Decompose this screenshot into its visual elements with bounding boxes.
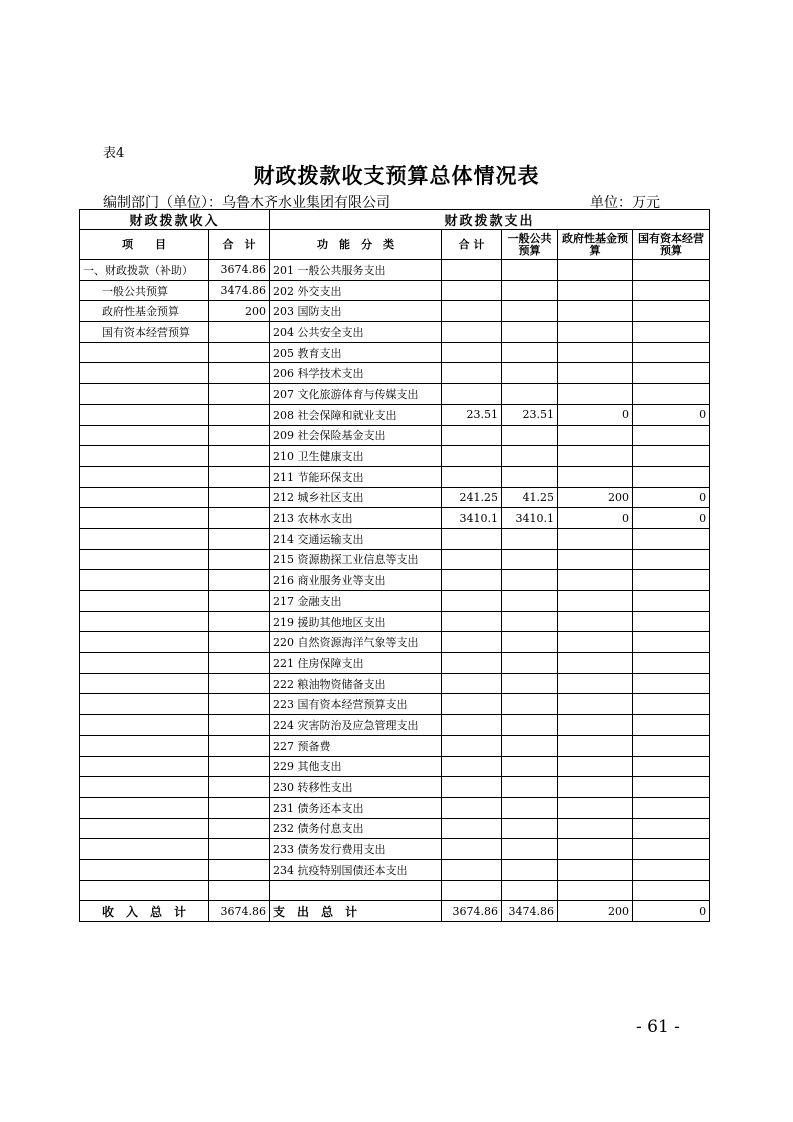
row-income [209, 322, 270, 343]
row-fund [558, 466, 633, 487]
row-item: 一、财政拨款（补助） [80, 260, 209, 281]
row-function: 217 金融支出 [270, 591, 442, 612]
row-item [80, 446, 209, 467]
header-state-capital-budget: 国有资本经营预算 [633, 230, 710, 260]
row-income [209, 839, 270, 860]
row-income: 3474.86 [209, 280, 270, 301]
table-row [80, 859, 710, 880]
row-income [209, 859, 270, 880]
table-row [80, 528, 710, 549]
row-state [633, 859, 710, 880]
row-expense-total: 241.25 [442, 487, 502, 508]
expense-total-label: 支 出 总 计 [270, 901, 442, 922]
table-row [80, 466, 710, 487]
row-general [502, 549, 558, 570]
budget-table [79, 209, 710, 922]
table-row [80, 735, 710, 756]
row-expense-total [442, 694, 502, 715]
row-function: 231 债务还本支出 [270, 797, 442, 818]
row-expense-total [442, 880, 502, 901]
row-state [633, 632, 710, 653]
row-state [633, 466, 710, 487]
row-fund [558, 363, 633, 384]
row-item [80, 508, 209, 529]
row-fund [558, 446, 633, 467]
row-fund: 0 [558, 404, 633, 425]
row-state [633, 425, 710, 446]
row-fund [558, 425, 633, 446]
table-row [80, 694, 710, 715]
row-general [502, 797, 558, 818]
row-fund [558, 322, 633, 343]
row-general [502, 735, 558, 756]
row-state [633, 591, 710, 612]
row-item [80, 363, 209, 384]
row-expense-total [442, 384, 502, 405]
section-income-header: 财政拨款收入 [80, 210, 270, 230]
table-row [80, 673, 710, 694]
table-row [80, 549, 710, 570]
row-general [502, 715, 558, 736]
row-income [209, 735, 270, 756]
row-general [502, 673, 558, 694]
row-state [633, 384, 710, 405]
row-expense-total [442, 715, 502, 736]
row-fund [558, 715, 633, 736]
row-expense-total [442, 735, 502, 756]
row-function: 234 抗疫特别国债还本支出 [270, 859, 442, 880]
table-row [80, 322, 710, 343]
row-income [209, 632, 270, 653]
row-general [502, 611, 558, 632]
row-fund [558, 632, 633, 653]
table-row [80, 611, 710, 632]
table-body [80, 260, 710, 901]
expense-general-total: 3474.86 [502, 901, 558, 922]
page-number: - 61 - [636, 1017, 680, 1037]
row-income [209, 673, 270, 694]
row-function: 229 其他支出 [270, 756, 442, 777]
row-income [209, 446, 270, 467]
row-state [633, 260, 710, 281]
row-function: 206 科学技术支出 [270, 363, 442, 384]
row-income [209, 591, 270, 612]
row-expense-total [442, 322, 502, 343]
row-state [633, 446, 710, 467]
row-item [80, 673, 209, 694]
row-general [502, 777, 558, 798]
row-state [633, 342, 710, 363]
row-general [502, 653, 558, 674]
row-item: 政府性基金预算 [80, 301, 209, 322]
row-general: 23.51 [502, 404, 558, 425]
row-item [80, 487, 209, 508]
row-expense-total [442, 632, 502, 653]
row-item [80, 404, 209, 425]
row-income [209, 508, 270, 529]
row-item [80, 694, 209, 715]
row-fund [558, 673, 633, 694]
row-item [80, 611, 209, 632]
row-fund [558, 591, 633, 612]
row-item: 国有资本经营预算 [80, 322, 209, 343]
table-row [80, 425, 710, 446]
table-row [80, 818, 710, 839]
row-expense-total [442, 342, 502, 363]
row-function: 222 粮油物资储备支出 [270, 673, 442, 694]
row-expense-total [442, 260, 502, 281]
row-general [502, 632, 558, 653]
table-row [80, 715, 710, 736]
table-row [80, 487, 710, 508]
row-general [502, 839, 558, 860]
header-general-budget: 一般公共预算 [502, 230, 558, 260]
row-function: 227 预备费 [270, 735, 442, 756]
row-general: 41.25 [502, 487, 558, 508]
row-state [633, 653, 710, 674]
row-fund [558, 653, 633, 674]
row-state [633, 715, 710, 736]
row-state [633, 818, 710, 839]
row-state [633, 880, 710, 901]
row-general [502, 859, 558, 880]
row-fund [558, 756, 633, 777]
table-label: 表4 [103, 146, 125, 161]
row-income [209, 487, 270, 508]
row-function: 216 商业服务业等支出 [270, 570, 442, 591]
row-function: 201 一般公共服务支出 [270, 260, 442, 281]
row-fund [558, 797, 633, 818]
row-function: 232 债务付息支出 [270, 818, 442, 839]
row-item [80, 880, 209, 901]
row-expense-total [442, 777, 502, 798]
row-general [502, 528, 558, 549]
row-function: 214 交通运输支出 [270, 528, 442, 549]
row-item [80, 342, 209, 363]
header-item: 项 目 [80, 230, 209, 260]
row-fund [558, 528, 633, 549]
row-expense-total [442, 611, 502, 632]
row-fund [558, 570, 633, 591]
income-total-value: 3674.86 [209, 901, 270, 922]
row-general [502, 694, 558, 715]
row-expense-total [442, 301, 502, 322]
expense-total-value: 3674.86 [442, 901, 502, 922]
row-state [633, 528, 710, 549]
table-row [80, 301, 710, 322]
row-expense-total [442, 425, 502, 446]
income-total-label: 收 入 总 计 [80, 901, 209, 922]
row-general: 3410.1 [502, 508, 558, 529]
row-item [80, 859, 209, 880]
row-income [209, 653, 270, 674]
header-expense-total: 合 计 [442, 230, 502, 260]
row-expense-total [442, 570, 502, 591]
row-function: 212 城乡社区支出 [270, 487, 442, 508]
row-state [633, 280, 710, 301]
row-expense-total: 3410.1 [442, 508, 502, 529]
table-row [80, 260, 710, 281]
row-item [80, 528, 209, 549]
table-row [80, 404, 710, 425]
row-state: 0 [633, 508, 710, 529]
row-general [502, 384, 558, 405]
row-general [502, 880, 558, 901]
row-state: 0 [633, 487, 710, 508]
row-item: 一般公共预算 [80, 280, 209, 301]
row-expense-total [442, 859, 502, 880]
row-function: 203 国防支出 [270, 301, 442, 322]
section-expense-header: 财政拨款支出 [270, 210, 710, 230]
table-row [80, 446, 710, 467]
row-item [80, 570, 209, 591]
row-function: 219 援助其他地区支出 [270, 611, 442, 632]
row-expense-total [442, 280, 502, 301]
row-income [209, 818, 270, 839]
row-income: 3674.86 [209, 260, 270, 281]
row-state [633, 673, 710, 694]
row-item [80, 839, 209, 860]
row-income [209, 466, 270, 487]
row-state [633, 839, 710, 860]
row-expense-total [442, 591, 502, 612]
row-item [80, 549, 209, 570]
row-state [633, 549, 710, 570]
row-function: 224 灾害防治及应急管理支出 [270, 715, 442, 736]
row-fund [558, 694, 633, 715]
row-fund [558, 839, 633, 860]
row-general [502, 342, 558, 363]
expense-fund-total: 200 [558, 901, 633, 922]
row-function: 207 文化旅游体育与传媒支出 [270, 384, 442, 405]
row-item [80, 715, 209, 736]
row-expense-total: 23.51 [442, 404, 502, 425]
row-expense-total [442, 363, 502, 384]
row-state [633, 756, 710, 777]
row-income [209, 363, 270, 384]
row-state [633, 694, 710, 715]
row-item [80, 818, 209, 839]
table-row [80, 653, 710, 674]
row-state [633, 570, 710, 591]
row-income [209, 715, 270, 736]
unit-label: 单位：万元 [590, 195, 660, 211]
row-general [502, 570, 558, 591]
row-function: 209 社会保险基金支出 [270, 425, 442, 446]
row-expense-total [442, 839, 502, 860]
row-function: 233 债务发行费用支出 [270, 839, 442, 860]
row-function: 221 住房保障支出 [270, 653, 442, 674]
row-function: 202 外交支出 [270, 280, 442, 301]
row-state [633, 301, 710, 322]
row-income [209, 797, 270, 818]
row-state [633, 322, 710, 343]
row-general [502, 466, 558, 487]
row-income [209, 425, 270, 446]
department-label: 编制部门（单位）：乌鲁木齐水业集团有限公司 [103, 195, 390, 211]
row-function: 213 农林水支出 [270, 508, 442, 529]
row-expense-total [442, 818, 502, 839]
row-general [502, 322, 558, 343]
row-fund [558, 260, 633, 281]
row-income [209, 611, 270, 632]
table-row [80, 777, 710, 798]
row-income [209, 777, 270, 798]
row-fund [558, 384, 633, 405]
row-expense-total [442, 653, 502, 674]
table-row [80, 508, 710, 529]
table-row [80, 342, 710, 363]
row-item [80, 735, 209, 756]
row-general [502, 363, 558, 384]
row-state [633, 797, 710, 818]
row-item [80, 466, 209, 487]
row-item [80, 777, 209, 798]
row-income [209, 384, 270, 405]
row-item [80, 756, 209, 777]
row-expense-total [442, 446, 502, 467]
row-income: 200 [209, 301, 270, 322]
row-function: 230 转移性支出 [270, 777, 442, 798]
row-income [209, 342, 270, 363]
row-state: 0 [633, 404, 710, 425]
row-function: 220 自然资源海洋气象等支出 [270, 632, 442, 653]
row-fund [558, 549, 633, 570]
row-general [502, 591, 558, 612]
row-state [633, 777, 710, 798]
header-function-class: 功 能 分 类 [270, 230, 442, 260]
row-function [270, 880, 442, 901]
row-income [209, 756, 270, 777]
table-row [80, 591, 710, 612]
row-item [80, 591, 209, 612]
row-expense-total [442, 673, 502, 694]
page-title: 财政拨款收支预算总体情况表 [253, 163, 540, 188]
row-function: 211 节能环保支出 [270, 466, 442, 487]
row-function: 205 教育支出 [270, 342, 442, 363]
row-fund [558, 280, 633, 301]
row-fund [558, 611, 633, 632]
row-function: 208 社会保障和就业支出 [270, 404, 442, 425]
row-general [502, 756, 558, 777]
row-item [80, 797, 209, 818]
row-item [80, 384, 209, 405]
row-income [209, 549, 270, 570]
row-expense-total [442, 756, 502, 777]
row-general [502, 260, 558, 281]
row-expense-total [442, 466, 502, 487]
table-row [80, 384, 710, 405]
expense-state-total: 0 [633, 901, 710, 922]
row-income [209, 880, 270, 901]
row-income [209, 404, 270, 425]
header-gov-fund-budget: 政府性基金预算 [558, 230, 633, 260]
row-item [80, 632, 209, 653]
row-fund: 0 [558, 508, 633, 529]
table-row [80, 363, 710, 384]
table-row [80, 570, 710, 591]
row-fund [558, 342, 633, 363]
row-income [209, 528, 270, 549]
row-expense-total [442, 528, 502, 549]
row-function: 215 资源勘探工业信息等支出 [270, 549, 442, 570]
row-item [80, 425, 209, 446]
row-general [502, 818, 558, 839]
row-state [633, 735, 710, 756]
row-item [80, 653, 209, 674]
row-fund: 200 [558, 487, 633, 508]
row-expense-total [442, 797, 502, 818]
row-function: 223 国有资本经营预算支出 [270, 694, 442, 715]
row-fund [558, 735, 633, 756]
totals-row [80, 901, 710, 922]
row-state [633, 611, 710, 632]
table-row [80, 880, 710, 901]
header-income-total: 合 计 [209, 230, 270, 260]
row-income [209, 694, 270, 715]
row-fund [558, 859, 633, 880]
row-general [502, 425, 558, 446]
row-function: 210 卫生健康支出 [270, 446, 442, 467]
row-fund [558, 880, 633, 901]
row-expense-total [442, 549, 502, 570]
row-general [502, 446, 558, 467]
row-fund [558, 301, 633, 322]
row-state [633, 363, 710, 384]
table-row [80, 280, 710, 301]
table-row [80, 632, 710, 653]
row-income [209, 570, 270, 591]
row-general [502, 301, 558, 322]
table-row [80, 797, 710, 818]
row-general [502, 280, 558, 301]
row-fund [558, 777, 633, 798]
row-function: 204 公共安全支出 [270, 322, 442, 343]
row-fund [558, 818, 633, 839]
table-row [80, 756, 710, 777]
table-row [80, 839, 710, 860]
